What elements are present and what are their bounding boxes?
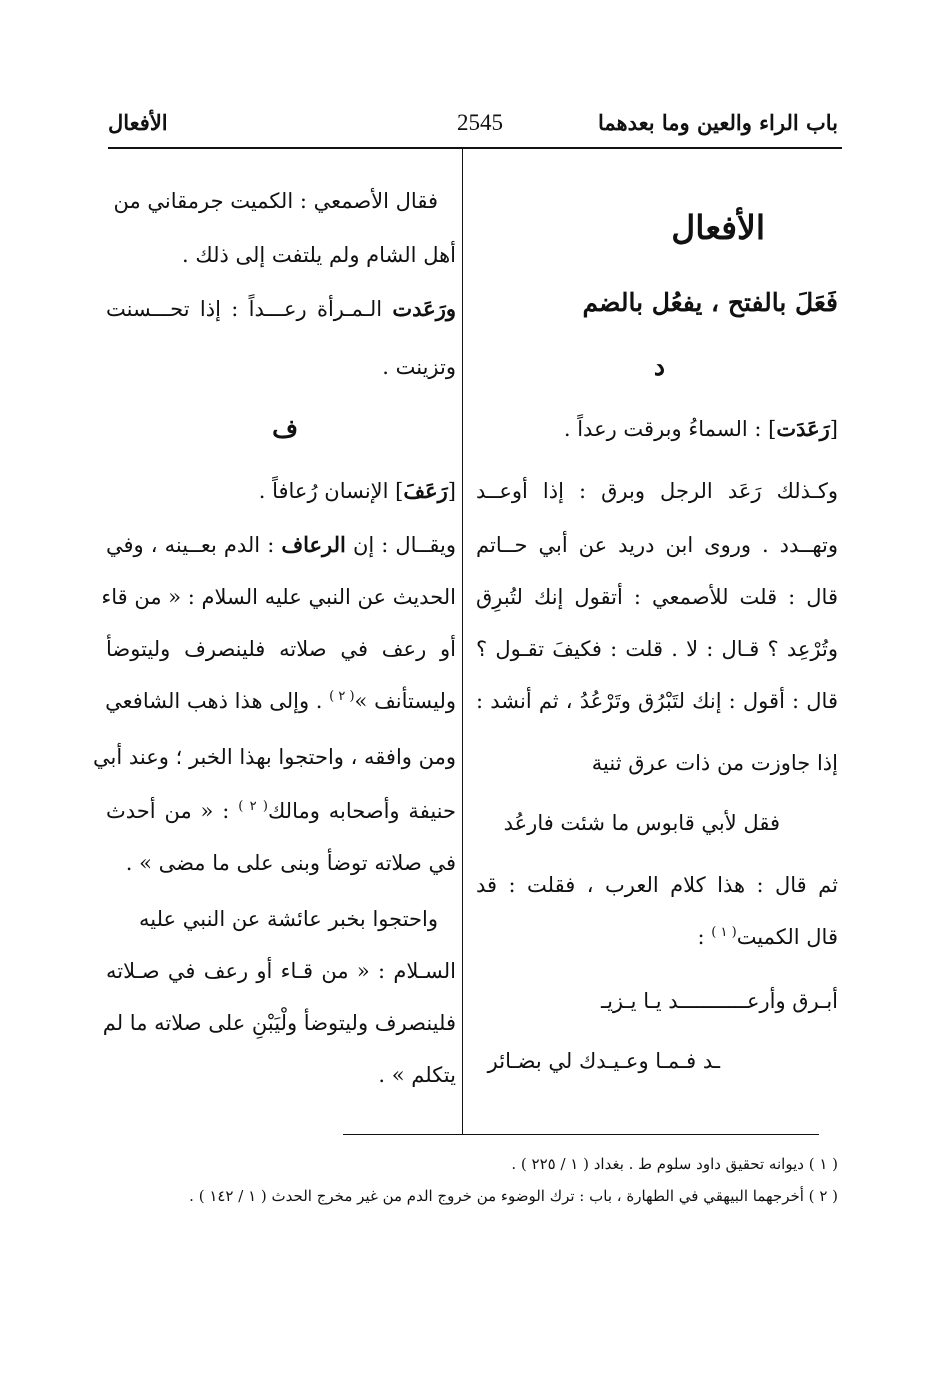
entry-word: رَعَفَ [403,478,448,503]
section-heading: الأفعال [671,208,765,247]
text-line: ويقــال : إن الرعاف : الدم بعــينه ، وفي [106,532,456,557]
verse-line: ـد فـمـا وعـيـدك لي بضـائر [487,1049,720,1073]
entry-raafa: [رَعَفَ] الإنسان رُعافاً . [258,478,456,503]
text-line: حنيفة وأصحابه ومالك$^{( ٢ )}$ : « من أحدث [106,799,456,823]
verse-line: فقل لأبي قابوس ما شئت فارعُد [503,811,780,835]
text-line: قال : أقول : إنك لتَبْرُق وتَرْعُدُ ، ثم أنشد : [476,689,838,713]
text-line: واحتجوا بخبر عائشة عن النبي عليه [138,907,438,931]
text-line: يتكلم » . [378,1063,456,1087]
text-line: وتُرْعِد ؟ قـال : لا . قلت : فكيفَ تقـول ؟ [476,637,838,661]
text-line: أو رعف في صلاته فلينصرف وليتوضأ [106,637,456,661]
letter-heading-fa: ف [272,414,298,443]
text-line: وتهــدد . وروى ابن دريد عن أبي حــاتم [476,533,838,557]
text-line: في صلاته توضأ وبنى على ما مضى » . [125,851,456,875]
footnote-ref: ( ٢ ) [329,689,355,704]
header-rule [108,147,842,149]
entry-word: رَعَدَت [776,416,830,441]
column-divider [462,149,463,1135]
text-line: ورَعَدت الـمـرأة رعـــداً : إذا تحـــسنت [106,296,456,321]
page-number: 2545 [457,110,503,135]
letter-heading-dal: د [653,352,665,381]
footnote-ref: ( ٢ ) [238,799,268,814]
section-subheading: فَعَلَ بالفتح ، يفعُل بالضم [582,288,838,317]
text-line: قال : قلت للأصمعي : أتقول إنك لتُبرِق [476,585,838,609]
text-line: فقال الأصمعي : الكميت جرمقاني من [113,189,438,213]
text-line: ومن وافقه ، واحتجوا بهذا الخبر ؛ وعند أبي [93,745,456,769]
text-line: أهل الشام ولم يلتفت إلى ذلك . [182,243,456,267]
text-line: ثم قال : هذا كلام العرب ، فقلت : قد [476,873,838,897]
text-line: فلينصرف وليتوضأ ولْيَبْنِ على صلاته ما لم [102,1011,456,1035]
text-line: وليستأنف »$^{( ٢ )}$ . وإلى هذا ذهب الشافعي [105,689,456,713]
footnote-2: ( ٢ ) أخرجهما البيهقي في الطهارة ، باب : ترك الوضوء من خروج الدم من غير مخرج الحدث ( ١ / ١٤٢ ) . [189,1187,838,1205]
footnote-1: ( ١ ) ديوانه تحقيق داود سلوم ط . بغداد ( ١ / ٢٢٥ ) . [511,1155,838,1173]
text-line: قال الكميت$^{( ١ )}$ : [697,925,838,949]
text-line: السـلام : « من قـاء أو رعف في صـلاته [106,959,456,983]
running-header-section: الأفعال [108,110,168,135]
running-header-chapter: باب الراء والعين وما بعدهما [597,110,838,135]
footnote-rule [343,1134,819,1135]
text-line: وتزينت . [382,355,456,379]
verse-line: إذا جاوزت من ذات عرق ثنية [591,751,838,775]
footnote-ref: ( ١ ) [711,925,737,940]
text-line: وكـذلك رَعَد الرجل وبرق : إذا أوعــد [476,479,838,503]
entry-raadat: [رَعَدَت] : السماءُ وبرقت رعداً . [563,416,838,441]
verse-line: أبـرق وأرعـــــــــــد يـا يـزيـ [600,989,838,1013]
text-line: الحديث عن النبي عليه السلام : « من قاء [101,585,456,609]
